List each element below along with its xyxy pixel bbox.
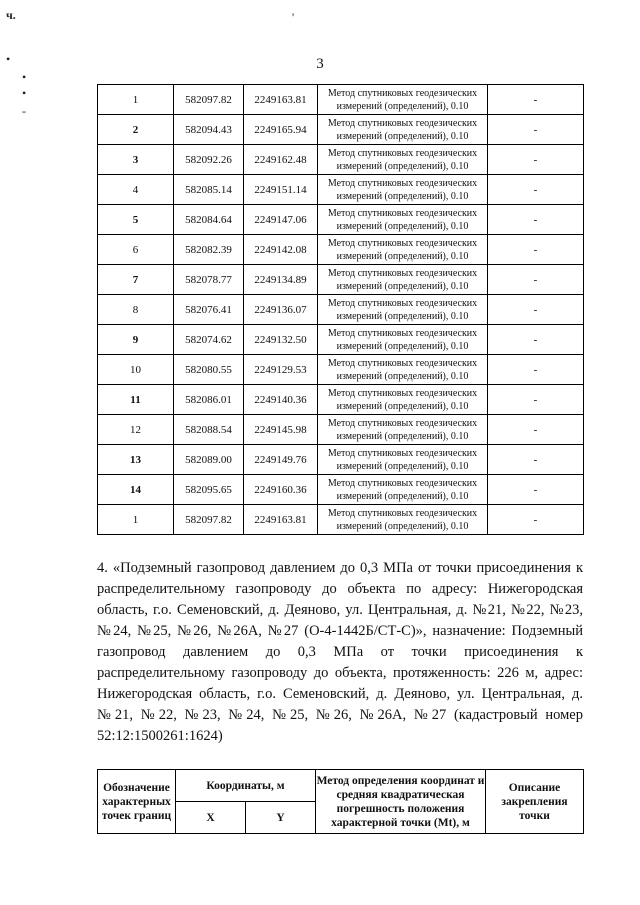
coord-x-cell: 582088.54: [174, 415, 244, 445]
method-cell: Метод спутниковых геодезических измерений (определений), 0.10: [318, 295, 488, 325]
margin-mark-1: ч.: [6, 8, 16, 22]
table-row: [98, 235, 584, 265]
coord-y-cell: 2249160.36: [244, 475, 318, 505]
table-row: [98, 85, 584, 115]
description-cell: -: [488, 85, 584, 115]
description-cell: -: [488, 115, 584, 145]
header-coordinates: Координаты, м: [176, 770, 316, 802]
method-cell: Метод спутниковых геодезических измерений (определений), 0.10: [318, 85, 488, 115]
description-cell: -: [488, 505, 584, 535]
coord-x-cell: 582092.26: [174, 145, 244, 175]
point-number-cell: 5: [98, 205, 174, 235]
coord-y-cell: 2249136.07: [244, 295, 318, 325]
method-cell: Метод спутниковых геодезических измерений (определений), 0.10: [318, 175, 488, 205]
point-number-cell: 9: [98, 325, 174, 355]
margin-mark-2: •: [6, 52, 11, 66]
method-cell: Метод спутниковых геодезических измерений (определений), 0.10: [318, 325, 488, 355]
next-table-header: [97, 769, 584, 834]
method-cell: Метод спутниковых геодезических измерений (определений), 0.10: [318, 385, 488, 415]
description-cell: -: [488, 325, 584, 355]
table-row: [98, 475, 584, 505]
method-cell: Метод спутниковых геодезических измерений (определений), 0.10: [318, 235, 488, 265]
point-number-cell: 2: [98, 115, 174, 145]
coord-x-cell: 582097.82: [174, 85, 244, 115]
coord-y-cell: 2249163.81: [244, 85, 318, 115]
header-designation: Обозначение характерных точек границ: [98, 770, 176, 834]
coord-y-cell: 2249147.06: [244, 205, 318, 235]
coord-y-cell: 2249165.94: [244, 115, 318, 145]
coord-y-cell: 2249142.08: [244, 235, 318, 265]
table-row: [98, 265, 584, 295]
coord-y-cell: 2249134.89: [244, 265, 318, 295]
header-description: Описание закрепления точки: [486, 770, 584, 834]
table-row: [98, 115, 584, 145]
method-cell: Метод спутниковых геодезических измерений (определений), 0.10: [318, 415, 488, 445]
coord-x-cell: 582082.39: [174, 235, 244, 265]
point-number-cell: 10: [98, 355, 174, 385]
header-method: Метод определения координат и средняя квадратическая погрешность положения характерной точки (Mt), м: [316, 770, 486, 834]
point-number-cell: 14: [98, 475, 174, 505]
table-row: [98, 175, 584, 205]
object-description-paragraph: 4. «Подземный газопровод давлением до 0,3 МПа от точки присоединения к распределительному газопроводу до объекта по адресу: Нижегородская область, г.о. Семеновский, д. Деяново, ул. Центральная, д. №21, №22, №23, №24, №25, №26, №26А, №27 (О-4-1442Б/СТ-С)», назначение: Подземный газопровод давлением до 0,3 МПа от точки присоединения к распределительному газопроводу до объекта, протяженность: 226 м, адрес: Нижегородская область, г.о. Семеновский, д. Деяново, ул. Центральная, д. №21, №22, №23, №24, №25, №26, №26А, №27 (кадастровый номер 52:12:1500261:1624): [97, 560, 583, 744]
coord-y-cell: 2249151.14: [244, 175, 318, 205]
coordinates-table: [97, 84, 584, 535]
coord-x-cell: 582078.77: [174, 265, 244, 295]
margin-mark-6: ': [292, 10, 295, 24]
table-row: [98, 355, 584, 385]
method-cell: Метод спутниковых геодезических измерений (определений), 0.10: [318, 445, 488, 475]
method-cell: Метод спутниковых геодезических измерений (определений), 0.10: [318, 355, 488, 385]
point-number-cell: 11: [98, 385, 174, 415]
method-cell: Метод спутниковых геодезических измерений (определений), 0.10: [318, 205, 488, 235]
coord-x-cell: 582089.00: [174, 445, 244, 475]
point-number-cell: 4: [98, 175, 174, 205]
description-cell: -: [488, 145, 584, 175]
coord-y-cell: 2249129.53: [244, 355, 318, 385]
coord-x-cell: 582094.43: [174, 115, 244, 145]
coord-y-cell: 2249163.81: [244, 505, 318, 535]
coord-x-cell: 582085.14: [174, 175, 244, 205]
point-number-cell: 7: [98, 265, 174, 295]
point-number-cell: 3: [98, 145, 174, 175]
page-number: 3: [316, 56, 324, 72]
table-row: [98, 415, 584, 445]
description-cell: -: [488, 475, 584, 505]
description-cell: -: [488, 235, 584, 265]
header-x: X: [176, 802, 246, 834]
method-cell: Метод спутниковых геодезических измерений (определений), 0.10: [318, 145, 488, 175]
coord-y-cell: 2249132.50: [244, 325, 318, 355]
description-cell: -: [488, 295, 584, 325]
coord-y-cell: 2249149.76: [244, 445, 318, 475]
header-y: Y: [246, 802, 316, 834]
coord-x-cell: 582076.41: [174, 295, 244, 325]
description-cell: -: [488, 355, 584, 385]
table-row: [98, 205, 584, 235]
coord-x-cell: 582086.01: [174, 385, 244, 415]
description-cell: -: [488, 205, 584, 235]
description-cell: -: [488, 175, 584, 205]
coord-y-cell: 2249145.98: [244, 415, 318, 445]
table-row: [98, 505, 584, 535]
table-row: [98, 295, 584, 325]
margin-mark-5: -: [22, 104, 26, 118]
margin-mark-4: •: [22, 86, 27, 100]
coord-x-cell: 582080.55: [174, 355, 244, 385]
description-cell: -: [488, 415, 584, 445]
coord-y-cell: 2249162.48: [244, 145, 318, 175]
method-cell: Метод спутниковых геодезических измерений (определений), 0.10: [318, 505, 488, 535]
coord-x-cell: 582074.62: [174, 325, 244, 355]
description-cell: -: [488, 385, 584, 415]
method-cell: Метод спутниковых геодезических измерений (определений), 0.10: [318, 265, 488, 295]
coord-x-cell: 582095.65: [174, 475, 244, 505]
coord-y-cell: 2249140.36: [244, 385, 318, 415]
point-number-cell: 1: [98, 85, 174, 115]
point-number-cell: 13: [98, 445, 174, 475]
table-row: [98, 385, 584, 415]
description-cell: -: [488, 445, 584, 475]
table-row: [98, 145, 584, 175]
description-cell: -: [488, 265, 584, 295]
coord-x-cell: 582097.82: [174, 505, 244, 535]
method-cell: Метод спутниковых геодезических измерений (определений), 0.10: [318, 475, 488, 505]
table-row: [98, 445, 584, 475]
coord-x-cell: 582084.64: [174, 205, 244, 235]
point-number-cell: 8: [98, 295, 174, 325]
method-cell: Метод спутниковых геодезических измерений (определений), 0.10: [318, 115, 488, 145]
point-number-cell: 12: [98, 415, 174, 445]
table-row: [98, 325, 584, 355]
point-number-cell: 6: [98, 235, 174, 265]
point-number-cell: 1: [98, 505, 174, 535]
margin-mark-3: •: [22, 70, 27, 84]
